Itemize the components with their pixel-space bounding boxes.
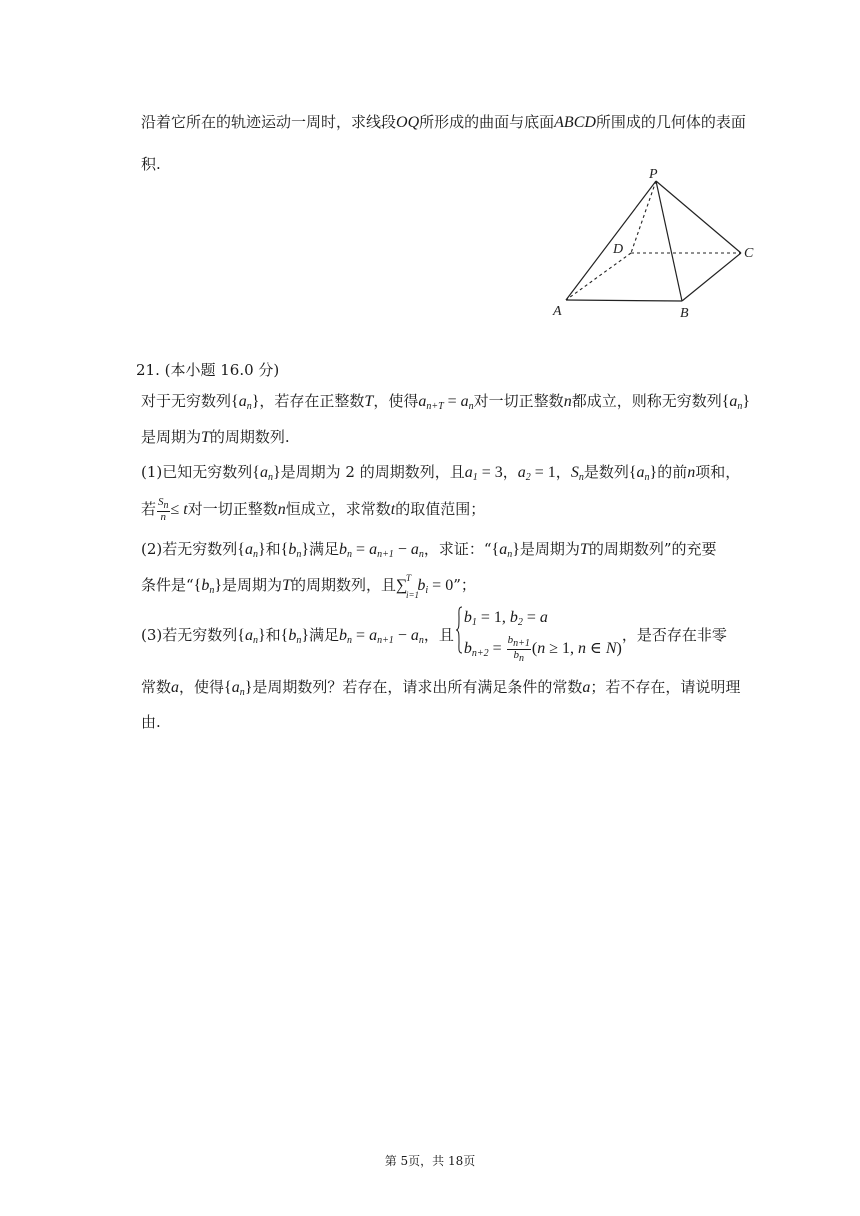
part3-line-1: (3)若无穷数列$\{a_n\}$和$\{b_n\}$满足$b_n = a_{n+1} - a_n$，且 $b_1 = 1$, $b_2 = a$ $b_{n+2}$ = $\frac{b_{n+1}}{b_n}$ (n ≥ 1, n ∈ N) ，是否存在非零 [141, 606, 771, 666]
label-C: C [744, 246, 754, 261]
label-B: B [680, 306, 689, 321]
intro-line-2: 是周期为T的周期数列. [141, 428, 290, 446]
label-D: D [613, 242, 624, 257]
page-footer: 第 5页，共 18页 [384, 1154, 476, 1168]
label-A: A [553, 304, 562, 319]
prev-line-1: 沿着它所在的轨迹运动一周时，求线段OQ所形成的曲面与底面ABCD所围成的几何体的表面 [141, 113, 746, 131]
fraction-sn-over-n: $\frac{S_n}{n}$ [158, 496, 169, 523]
question-header: 21. (本小题 16.0 分) [136, 361, 280, 379]
pyramid-figure [545, 165, 765, 325]
part1-line-2: 若 $\frac{S_n}{n}$ ≤ t对一切正整数n恒成立，求常数t的取值范围； [141, 496, 486, 523]
part2-line-1: (2)若无穷数列$\{a_n\}$和$\{b_n\}$满足$b_n = a_{n+1} - a_n$，求证：“$\{a_n\}$是周期为T的周期数列”的充要 [141, 540, 717, 560]
part2-line-2: 条件是“$\{b_n\}$是周期为T的周期数列，且∑ T i=1 $b_i = 0$”； [141, 573, 476, 600]
part1-line-1: (1)已知无穷数列$\{a_n\}$是周期为 2 的周期数列，且$a_1 = 3$，$a_2 = 1$，$S_n$是数列$\{a_n\}$的前n项和， [141, 463, 741, 483]
prev-line-2: 积. [141, 155, 161, 173]
part3-line-3: 由. [141, 713, 161, 731]
label-P: P [649, 167, 658, 182]
summation: ∑ T i=1 [395, 573, 420, 600]
recurrence-system: $b_1 = 1$, $b_2 = a$ $b_{n+2}$ = $\frac{b_{n+1}}{b_n}$ (n ≥ 1, n ∈ N) [456, 606, 622, 666]
part3-line-2: 常数a，使得$\{a_n\}$是周期数列？若存在，请求出所有满足条件的常数a；若不存在，请说明理 [141, 678, 741, 698]
intro-line-1: 对于无穷数列$\{a_n\}$，若存在正整数T，使得$a_{n+T} = a_n$对一切正整数n都成立，则称无穷数列$\{a_n\}$ [141, 392, 751, 412]
